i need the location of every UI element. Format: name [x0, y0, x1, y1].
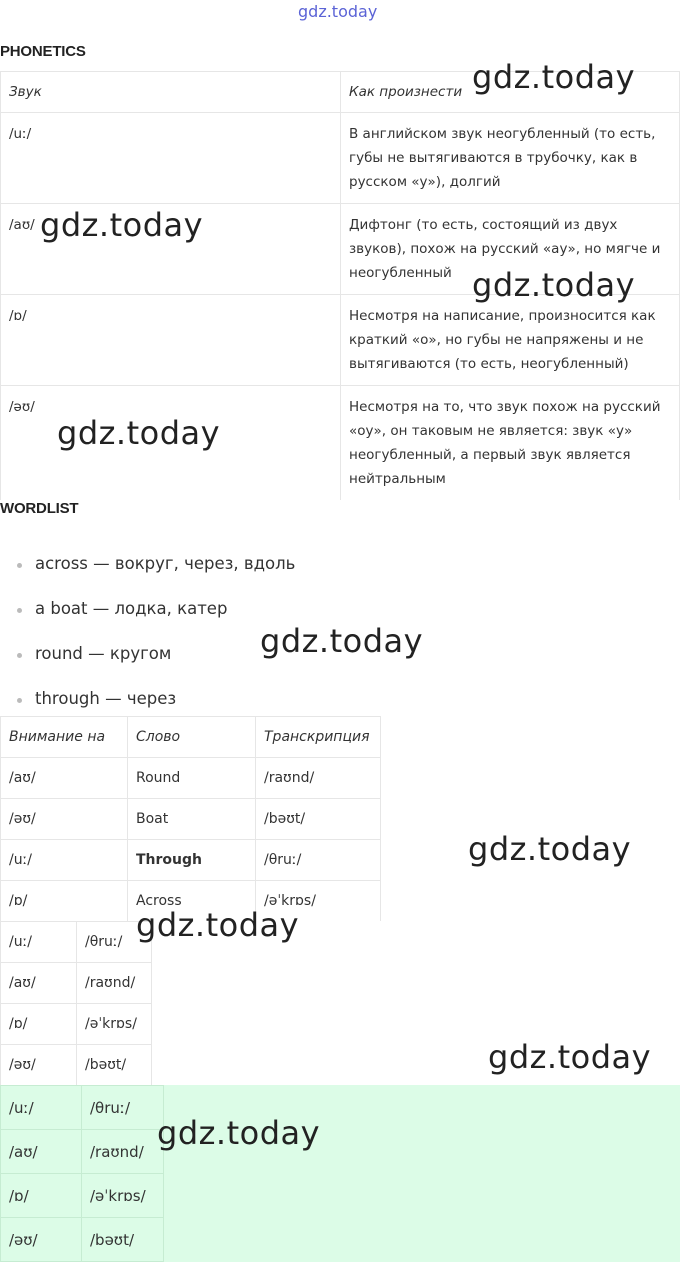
transcription-cell: /raʊnd/ [256, 758, 381, 799]
watermark: gdz.today [472, 266, 636, 304]
transcription-cell: /θruː/ [82, 1086, 164, 1130]
transcription-cell: /raʊnd/ [82, 1130, 164, 1174]
header-attention: Внимание на [1, 717, 128, 758]
sound-cell: /aʊ/ [1, 963, 77, 1004]
table-row [1, 963, 152, 1004]
header-transcription: Транскрипция [256, 717, 381, 758]
sound-cell: /aʊ/ [1, 1130, 82, 1174]
description-cell: Дифтонг (то есть, состоящий из двух звуков), похож на русский «ау», но мягче и неогубленный [341, 204, 680, 295]
focus-cell: /uː/ [1, 840, 128, 881]
table-row [1, 1218, 680, 1262]
header-how-to-pronounce: Как произнести [341, 72, 680, 113]
attention-table [0, 716, 381, 921]
table-header-row [1, 717, 381, 758]
transcription-cell: /əˈkrɒs/ [256, 881, 381, 922]
transcription-cell: /θruː/ [77, 922, 152, 963]
transcription-cell: /θruː/ [256, 840, 381, 881]
empty-cell [164, 1218, 680, 1262]
table-row [1, 295, 680, 386]
top-watermark: gdz.today [298, 2, 378, 21]
watermark: gdz.today [260, 622, 424, 660]
sound-cell: /əʊ/ [1, 386, 341, 501]
watermark: gdz.today [468, 830, 632, 868]
watermark: gdz.today [57, 414, 221, 452]
sound-cell: /ɒ/ [1, 1004, 77, 1045]
focus-cell: /aʊ/ [1, 758, 128, 799]
sound-cell: /aʊ/ [1, 204, 341, 295]
table-row [1, 1174, 680, 1218]
sound-cell: /uː/ [1, 922, 77, 963]
sound-cell: /uː/ [1, 113, 341, 204]
header-word: Слово [128, 717, 256, 758]
table-row [1, 799, 381, 840]
word-cell: Across [128, 881, 256, 922]
wordlist-title: WORDLIST [0, 500, 79, 517]
sound-cell: /ɒ/ [1, 295, 341, 386]
watermark: gdz.today [136, 906, 300, 944]
focus-cell: /əʊ/ [1, 799, 128, 840]
table-row [1, 922, 152, 963]
description-cell: Несмотря на написание, произносится как краткий «о», но губы не напряжены и не вытягиваются (то есть, неогубленный) [341, 295, 680, 386]
table-row [1, 1045, 152, 1086]
table-row [1, 840, 381, 881]
watermark: gdz.today [472, 58, 636, 96]
transcription-cell: /raʊnd/ [77, 963, 152, 1004]
list-item: across — вокруг, через, вдоль [14, 545, 295, 590]
word-cell: Through [128, 840, 256, 881]
table-row [1, 113, 680, 204]
description-cell: Несмотря на то, что звук похож на русский «оу», он таковым не является: звук «у» неогубленный, а первый звук является нейтральным [341, 386, 680, 501]
list-item: round — кругом [14, 635, 295, 680]
table-row [1, 1130, 680, 1174]
sound-cell: /əʊ/ [1, 1218, 82, 1262]
list-item: through — через [14, 680, 295, 725]
watermark: gdz.today [157, 1114, 321, 1152]
transcription-cell: /bəʊt/ [256, 799, 381, 840]
transcription-cell: /əˈkrɒs/ [82, 1174, 164, 1218]
word-cell: Round [128, 758, 256, 799]
wordlist [14, 545, 295, 725]
table-row [1, 1004, 152, 1045]
watermark: gdz.today [488, 1038, 652, 1076]
transcription-cell: /bəʊt/ [82, 1218, 164, 1262]
empty-cell [164, 1174, 680, 1218]
focus-cell: /ɒ/ [1, 881, 128, 922]
transcription-cell: /əˈkrɒs/ [77, 1004, 152, 1045]
phonetics-title: PHONETICS [0, 43, 86, 60]
green-pairs-table [0, 1085, 680, 1262]
table-row [1, 758, 381, 799]
sound-cell: /əʊ/ [1, 1045, 77, 1086]
transcription-cell: /bəʊt/ [77, 1045, 152, 1086]
header-sound: Звук [1, 72, 341, 113]
sound-cell: /uː/ [1, 1086, 82, 1130]
description-cell: В английском звук неогубленный (то есть, губы не вытягиваются в трубочку, как в русском «у»), долгий [341, 113, 680, 204]
table-row [1, 1086, 680, 1130]
list-item: a boat — лодка, катер [14, 590, 295, 635]
pairs-table [0, 921, 152, 1086]
watermark: gdz.today [40, 206, 204, 244]
word-cell: Boat [128, 799, 256, 840]
sound-cell: /ɒ/ [1, 1174, 82, 1218]
